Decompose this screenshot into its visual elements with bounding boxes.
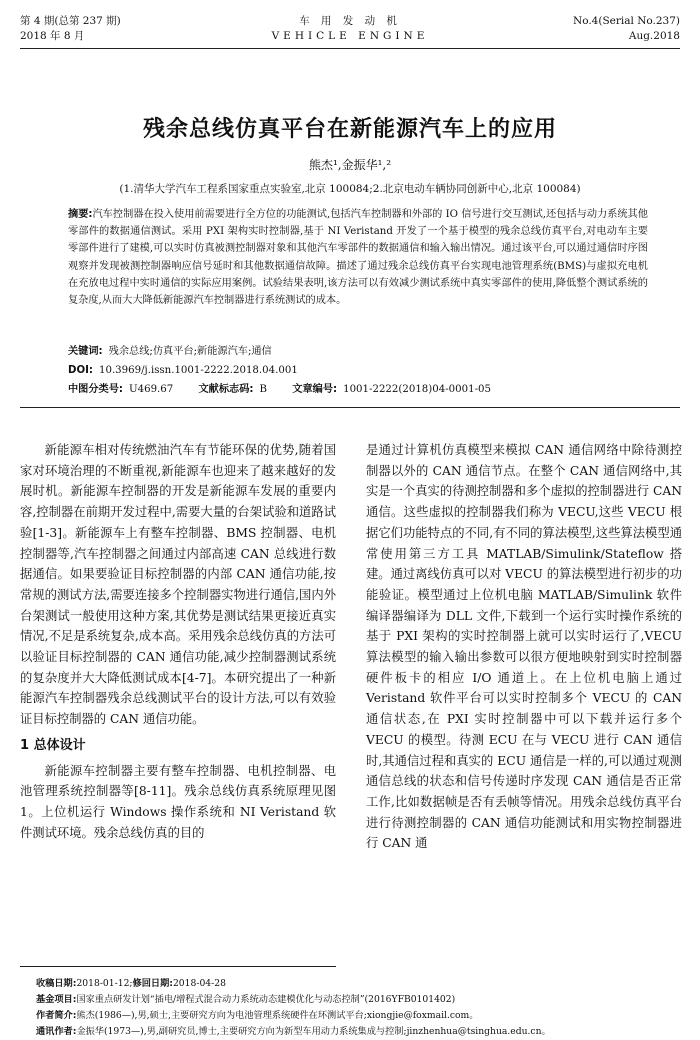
serial-date: Aug.2018 — [628, 30, 680, 42]
issue-number: 第 4 期(总第 237 期) — [20, 15, 121, 27]
clc-label: 中图分类号: — [68, 384, 124, 395]
received-label: 收稿日期: — [36, 978, 77, 989]
abstract-text: 汽车控制器在投入使用前需要进行全方位的功能测试,包括汽车控制器和外部的 IO 信号进行交互测试,还包括与动力系统其他零部件的数据通信测试。采用 PXI 架构实时控制器,基于 NI Veristand 开发了一个基于模型的残余总线仿真平台,对电动车主要零部件进行了建模,可以实时仿真被测控制器对象和其他汽车零部件的数据通信和输入输出情况。通过该平台,可以通过通信时序图观察并发现被测控制器响应信号延时和其他数据通信故障。描述了通过残余总线仿真平台实现电池管理系统(BMS)与虚拟充电机在充放电过程中实时通信的实际应用案例。试验结果表明,该方法可以有效减少测试系统中真实零部件的使用,降低整个测试系统的复杂度,从而大大降低新能源汽车控制器进行系统测试的成本。 — [68, 209, 648, 307]
clc-value: U469.67 — [129, 384, 174, 395]
abstract — [68, 206, 648, 309]
serial-number: No.4(Serial No.237) — [573, 15, 680, 27]
author-bio-text: 熊杰(1986—),男,硕士,主要研究方向为电池管理系统硬件在环测试平台;xiongjie@foxmail.com。 — [76, 1010, 479, 1021]
intro-paragraph: 新能源车相对传统燃油汽车有节能环保的优势,随着国家对环境治理的不断重视,新能源车也迎来了越来越好的发展时机。新能源车控制器的开发是新能源车发展的重要内容,控制器在前期开发过程中,需要大量的台架试验和道路试验[1-3]。新能源车上有整车控制器、BMS 控制器、电机控制器等,汽车控制器之间通过内部高速 CAN 总线进行数据通信。如果要验证目标控制器的内部 CAN 通信功能,按常规的测试方法,需要连接多个控制器实物进行通信,国内外台架测试一般使用这种方案,其优势是测试结果更接近真实情况,不足是系统复杂,成本高。采用残余总线仿真的方法可以验证目标控制器的 CAN 通信功能,减少控制器测试系统的复杂度并大大降低测试成本[4-7]。本研究提出了一种新能源汽车控制器残余总线测试平台的设计方法,可以有效验证目标控制器的 CAN 通信功能。 — [20, 443, 336, 727]
journal-name-cn: 车 用 发 动 机 — [299, 15, 401, 27]
body-right-column — [366, 440, 682, 854]
fund-label: 基金项目: — [36, 994, 77, 1005]
keywords-label: 关键词: — [68, 346, 103, 357]
serial-info — [573, 14, 680, 44]
author-list: 熊杰¹,金振华¹,² — [308, 158, 392, 172]
issue-date: 2018 年 8 月 — [20, 30, 85, 42]
contact-label: 通讯作者: — [36, 1026, 77, 1037]
contact-text: 金振华(1973—),男,副研究员,博士,主要研究方向为新型车用动力系统集成与控制;jinzhenhua@tsinghua.edu.cn。 — [76, 1026, 551, 1037]
fund-note — [36, 992, 680, 1008]
fund-text: 国家重点研发计划“插电/增程式混合动力系统动态建模优化与动态控制”(2016YFB0101402) — [76, 994, 456, 1005]
body-left-column — [20, 440, 336, 843]
design-paragraph-continued: 是通过计算机仿真模型来模拟 CAN 通信网络中除待测控制器以外的 CAN 通信节点。在整个 CAN 通信网络中,其实是一个真实的待测控制器和多个虚拟的控制器进行 CAN 通信。这些虚拟的控制器我们称为 VECU,这些 VECU 根据它们功能特点的不同,有不同的算法模型,这些算法模型通常使用第三方工具 MATLAB/Simulink/Stateflow 搭建。通过离线仿真可以对 VECU 的算法模型进行初步的功能验证。模型通过上位机电脑 MATLAB/Simulink 软件编译器编译为 DLL 文件,下载到一个运行实时操作系统的基于 PXI 架构的实时控制器上就可以实时运行了,VECU 算法模型的输入输出参数可以很方便地映射到实时控制器硬件板卡的相应 I/O 通道上。在上位机电脑上通过 Veristand 软件平台可以实时控制多个 VECU 的 CAN 通信状态,在 PXI 实时控制器中可以下载并运行多个 VECU 的模型。待测 ECU 在与 VECU 进行 CAN 通信时,其通信过程和真实的 ECU 通信是一样的,可以通过观测通信总线的状态和信号传递时序发现 CAN 通信是否正常工作,比如数据帧是否有丢帧等情况。用残余总线仿真平台进行待测控制器的 CAN 通信功能测试和用实物控制器进行 CAN 通 — [366, 443, 682, 851]
header-rule — [20, 48, 680, 49]
keywords — [68, 343, 648, 360]
article-number-label: 文章编号: — [292, 384, 338, 395]
received-date: 2018-01-12; — [76, 978, 133, 989]
running-header — [20, 14, 680, 48]
journal-name-en: VEHICLE ENGINE — [271, 30, 429, 42]
article-number-value: 1001-2222(2018)04-0001-05 — [343, 384, 492, 395]
section-heading: 1 总体设计 — [20, 737, 86, 753]
abstract-label: 摘要: — [68, 209, 93, 220]
keywords-text: 残余总线;仿真平台;新能源汽车;通信 — [108, 346, 272, 357]
classification — [68, 381, 648, 398]
author-note — [36, 1008, 680, 1024]
footnotes — [36, 976, 680, 1040]
affiliations: (1.清华大学汽车工程系国家重点实验室,北京 100084;2.北京电动车辆协同创新中心,北京 100084) — [119, 183, 581, 195]
paper-title: 残余总线仿真平台在新能源汽车上的应用 — [142, 117, 557, 142]
contact-note — [36, 1024, 680, 1040]
author-bio-label: 作者简介: — [36, 1010, 77, 1021]
revised-date: 2018-04-28 — [172, 978, 226, 989]
doc-code-label: 文献标志码: — [198, 384, 254, 395]
doi-text: 10.3969/j.issn.1001-2222.2018.04.001 — [98, 365, 298, 376]
doc-code-value: B — [259, 384, 268, 395]
abstract-rule — [20, 407, 680, 408]
doi — [68, 362, 648, 379]
dates-note — [36, 976, 680, 992]
footnote-rule — [20, 966, 336, 967]
doi-label: DOI: — [68, 365, 93, 376]
design-paragraph: 新能源车控制器主要有整车控制器、电机控制器、电池管理系统控制器等[8-11]。残余总线仿真系统原理见图 1。上位机运行 Windows 操作系统和 NI Veristand 软件测试环境。残余总线仿真的目的 — [20, 763, 336, 840]
revised-label: 修回日期: — [132, 978, 173, 989]
